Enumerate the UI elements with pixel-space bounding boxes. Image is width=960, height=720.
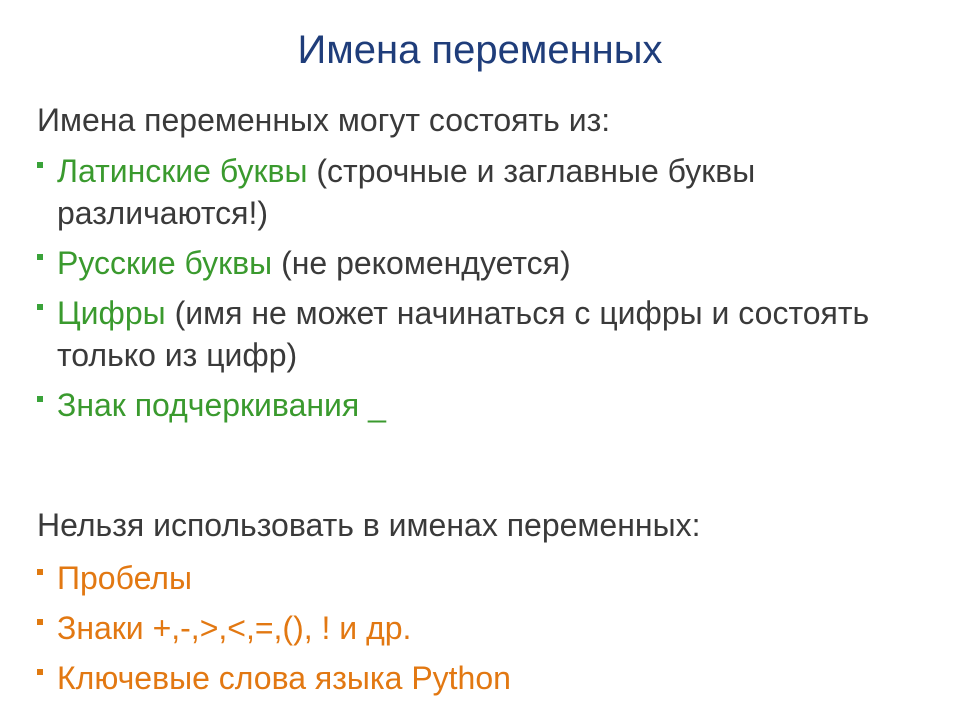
green-square-bullet-icon: [37, 254, 43, 260]
allowed-term: Латинские буквы: [57, 153, 308, 189]
allowed-heading: Имена переменных могут состоять из:: [37, 102, 611, 138]
forbidden-list: [37, 557, 917, 707]
allowed-term: Знак подчеркивания _: [57, 387, 386, 423]
allowed-note: (имя не может начинаться с цифры и состоять только из цифр): [57, 295, 870, 373]
forbidden-heading: Нельзя использовать в именах переменных:: [37, 507, 701, 543]
slide-title: Имена переменных: [297, 28, 663, 72]
forbidden-term: Знаки +,-,>,<,=,(), ! и др.: [57, 610, 412, 646]
green-square-bullet-icon: [37, 162, 43, 168]
forbidden-term: Пробелы: [57, 560, 192, 596]
forbidden-item-symbols: [37, 607, 917, 649]
orange-square-bullet-icon: [37, 669, 43, 675]
orange-square-bullet-icon: [37, 569, 43, 575]
allowed-note: (строчные и заглавные буквы различаются!): [57, 153, 756, 231]
forbidden-item-keywords: [37, 657, 917, 699]
allowed-note: (не рекомендуется): [272, 245, 571, 281]
allowed-term: Русские буквы: [57, 245, 273, 281]
green-square-bullet-icon: [37, 396, 43, 402]
allowed-list: [37, 150, 917, 434]
allowed-item-digits: [37, 292, 917, 376]
allowed-term: Цифры: [57, 295, 166, 331]
allowed-item-latin: [37, 150, 917, 234]
green-square-bullet-icon: [37, 304, 43, 310]
orange-square-bullet-icon: [37, 619, 43, 625]
forbidden-item-spaces: [37, 557, 917, 599]
allowed-item-underscore: [37, 384, 917, 426]
allowed-item-russian: [37, 242, 917, 284]
forbidden-term: Ключевые слова языка Python: [57, 660, 511, 696]
